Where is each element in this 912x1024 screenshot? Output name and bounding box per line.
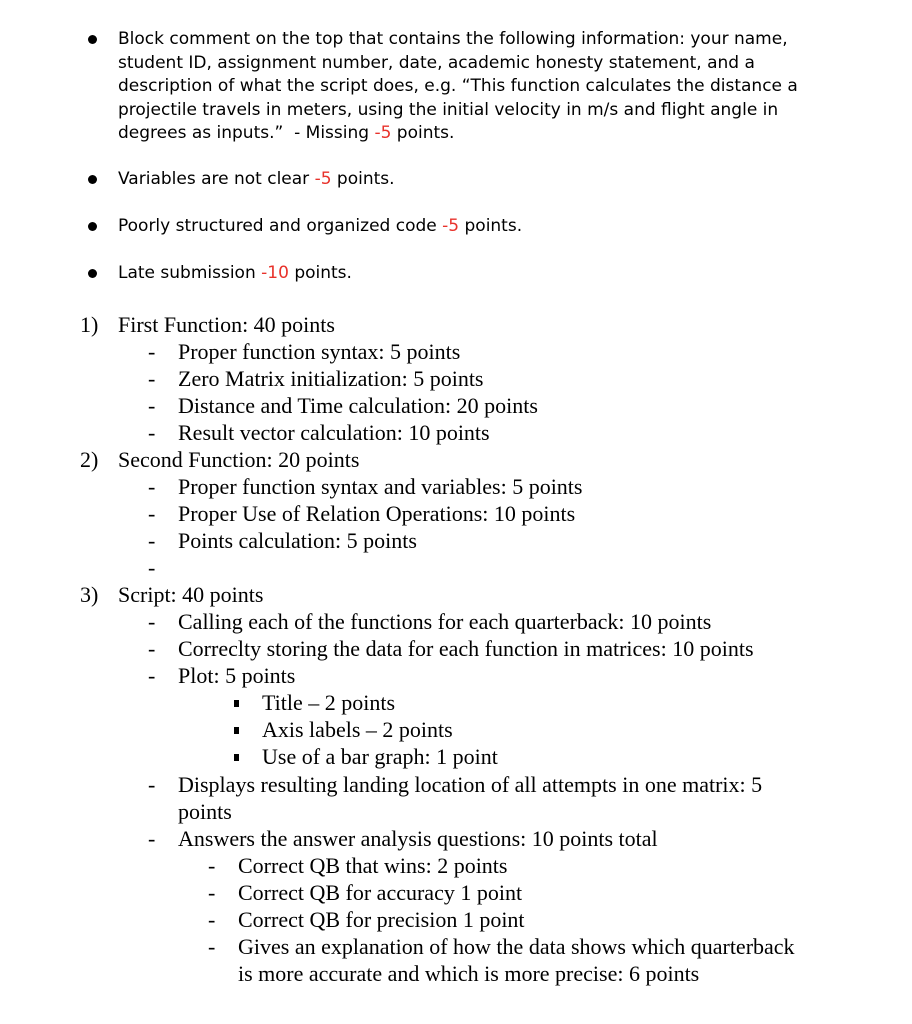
list-item: Zero Matrix initialization: 5 points xyxy=(178,366,484,391)
bullet-structure xyxy=(118,215,818,239)
section-title: Second Function: 20 points xyxy=(118,447,360,472)
dash-marker: - xyxy=(148,501,156,526)
plot-subitem: Use of a bar graph: 1 point xyxy=(262,744,498,769)
bullet-text: Late submission xyxy=(118,263,262,283)
list-item: Proper Use of Relation Operations: 10 points xyxy=(178,501,576,526)
list-item: Answers the answer analysis questions: 10 points total xyxy=(178,826,658,851)
analysis-subitem: Correct QB that wins: 2 points xyxy=(238,853,508,878)
analysis-subitem: Correct QB for precision 1 point xyxy=(238,907,525,932)
bullet-line xyxy=(118,122,818,146)
bullet-suffix: points. xyxy=(391,123,455,143)
dash-marker: - xyxy=(208,880,216,905)
list-item: Points calculation: 5 points xyxy=(178,528,417,553)
dash-marker: - xyxy=(148,636,156,661)
list-item: Result vector calculation: 10 points xyxy=(178,420,490,445)
bullet-suffix: points. xyxy=(459,216,523,236)
dash-marker: - xyxy=(148,474,156,499)
bullet-dot xyxy=(88,222,97,231)
dash-marker: - xyxy=(208,934,216,959)
dash-marker: - xyxy=(148,663,156,688)
list-item: Calling each of the functions for each quarterback: 10 points xyxy=(178,609,712,634)
list-item: Displays resulting landing location of all attempts in one matrix: 5 xyxy=(178,772,763,797)
bullet-line: Block comment on the top that contains the following information: your name, xyxy=(118,29,788,49)
section-number: 2) xyxy=(80,447,99,472)
list-item: Proper function syntax and variables: 5 points xyxy=(178,474,583,499)
penalty-value: -5 xyxy=(314,169,332,189)
bullet-line: student ID, assignment number, date, academic honesty statement, and a xyxy=(118,52,755,73)
section-number: 3) xyxy=(80,582,99,607)
bullet-suffix: points. xyxy=(331,169,395,189)
list-item: Correclty storing the data for each function in matrices: 10 points xyxy=(178,636,754,661)
bullet-variables xyxy=(118,168,818,192)
plot-subitem: Axis labels – 2 points xyxy=(262,717,453,742)
dash-marker: - xyxy=(148,528,156,553)
bullet-line: description of what the script does, e.g. “This function calculates the distance a xyxy=(118,76,798,96)
dash-marker: - xyxy=(148,772,156,797)
section-title: First Function: 40 points xyxy=(118,312,335,337)
list-item-continued: points xyxy=(178,799,232,824)
analysis-subitem: Correct QB for accuracy 1 point xyxy=(238,880,523,905)
list-item: Distance and Time calculation: 20 points xyxy=(178,393,538,418)
dash-marker: - xyxy=(148,339,156,364)
dash-marker: - xyxy=(148,826,156,851)
list-item: Proper function syntax: 5 points xyxy=(178,339,461,364)
dash-marker: - xyxy=(148,420,156,445)
analysis-subitem: Gives an explanation of how the data shows which quarterback xyxy=(238,934,795,959)
penalty-value: -5 xyxy=(374,123,392,143)
bullet-late xyxy=(118,262,818,286)
bullet-block-comment xyxy=(118,28,818,146)
bullet-dot xyxy=(88,269,97,278)
list-item: Plot: 5 points xyxy=(178,663,296,688)
penalty-value: -5 xyxy=(442,216,460,236)
bullet-suffix: points. xyxy=(288,263,352,283)
section-title: Script: 40 points xyxy=(118,582,264,607)
dash-marker: - xyxy=(208,853,216,878)
dash-marker: - xyxy=(208,907,216,932)
plot-subitem: Title – 2 points xyxy=(262,690,396,715)
bullet-text: degrees as inputs.” - Missing xyxy=(118,123,375,143)
square-bullet xyxy=(234,754,239,761)
bullet-dot xyxy=(88,175,97,184)
dash-marker: - xyxy=(148,609,156,634)
bullet-dot xyxy=(88,35,97,44)
dash-marker: - xyxy=(148,555,156,580)
square-bullet xyxy=(234,727,239,734)
section-number: 1) xyxy=(80,312,99,337)
dash-marker: - xyxy=(148,393,156,418)
penalty-value: -10 xyxy=(261,263,289,283)
bullet-line: projectile travels in meters, using the initial velocity in m/s and flight angle in xyxy=(118,99,779,120)
bullet-text: Variables are not clear xyxy=(118,169,315,189)
dash-marker: - xyxy=(148,366,156,391)
analysis-subitem-continued: is more accurate and which is more precise: 6 points xyxy=(238,961,700,986)
square-bullet xyxy=(234,700,239,707)
bullet-text: Poorly structured and organized code xyxy=(118,216,443,236)
